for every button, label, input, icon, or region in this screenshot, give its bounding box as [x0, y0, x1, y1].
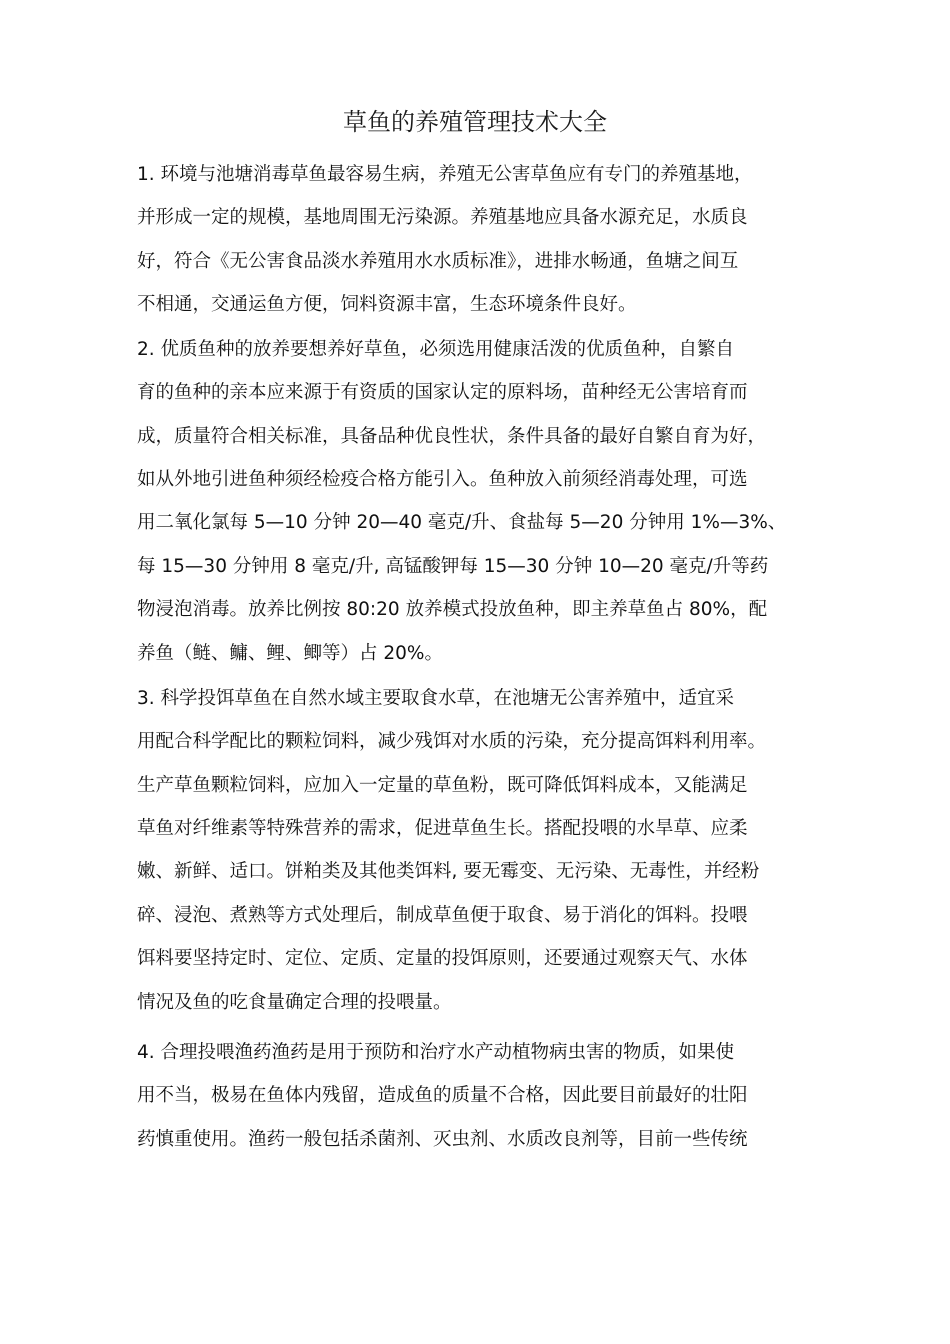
paragraph-line: 物浸泡消毒。放养比例按 80:20 放养模式投放鱼种，即主养草鱼占 80%，配 [137, 599, 768, 620]
paragraph-line: 成，质量符合相关标准，具备品种优良性状，条件具备的最好自繁自育为好， [137, 426, 767, 447]
paragraph-line: 碎、浸泡、煮熟等方式处理后，制成草鱼便于取食、易于消化的饵料。投喂 [137, 905, 748, 926]
paragraph-line: 如从外地引进鱼种须经检疫合格方能引入。鱼种放入前须经消毒处理，可选 [137, 469, 748, 490]
paragraph-line: 用二氧化氯每 5—10 分钟 20—40 毫克/升、食盐每 5—20 分钟用 1%—3%、 [137, 512, 787, 533]
paragraph-line: 不相通，交通运鱼方便，饲料资源丰富，生态环境条件良好。 [137, 294, 637, 315]
paragraph-line: 药慎重使用。渔药一般包括杀菌剂、灭虫剂、水质改良剂等，目前一些传统 [137, 1129, 748, 1150]
paragraph-line: 用不当，极易在鱼体内残留，造成鱼的质量不合格，因此要目前最好的壮阳 [137, 1085, 748, 1106]
paragraph-line: 好，符合《无公害食品淡水养殖用水水质标准》，进排水畅通，鱼塘之间互 [137, 251, 739, 272]
paragraph-line: 每 15—30 分钟用 8 毫克/升, 高锰酸钾每 15—30 分钟 10—20 毫克/升等药 [137, 556, 769, 577]
paragraph-line: 嫩、新鲜、适口。饼粕类及其他类饵料, 要无霉变、无污染、无毒性，并经粉 [137, 861, 760, 882]
paragraph-line: 用配合科学配比的颗粒饲料，减少残饵对水质的污染，充分提高饵料利用率。 [137, 731, 767, 752]
document-title: 草鱼的养殖管理技术大全 [343, 108, 607, 136]
paragraph-line: 草鱼对纤维素等特殊营养的需求，促进草鱼生长。搭配投喂的水旱草、应柔 [137, 818, 748, 839]
paragraph-line: 3. 科学投饵草鱼在自然水域主要取食水草，在池塘无公害养殖中，适宜采 [137, 688, 735, 709]
paragraph-line: 育的鱼种的亲本应来源于有资质的国家认定的原料场，苗种经无公害培育而 [137, 382, 748, 403]
paragraph-line: 1. 环境与池塘消毒草鱼最容易生病，养殖无公害草鱼应有专门的养殖基地， [137, 164, 753, 185]
paragraph-line: 2. 优质鱼种的放养要想养好草鱼，必须选用健康活泼的优质鱼种，自繁自 [137, 339, 735, 360]
paragraph-line: 养鱼（鲢、鳙、鲤、鲫等）占 20%。 [137, 643, 444, 664]
paragraph-line: 生产草鱼颗粒饲料，应加入一定量的草鱼粉，既可降低饵料成本，又能满足 [137, 775, 748, 796]
paragraph-line: 饵料要坚持定时、定位、定质、定量的投饵原则，还要通过观察天气、水体 [137, 948, 748, 969]
paragraph-line: 情况及鱼的吃食量确定合理的投喂量。 [137, 992, 452, 1013]
paragraph-line: 并形成一定的规模，基地周围无污染源。养殖基地应具备水源充足，水质良 [137, 207, 748, 228]
paragraph-line: 4. 合理投喂渔药渔药是用于预防和治疗水产动植物病虫害的物质，如果使 [137, 1042, 735, 1063]
